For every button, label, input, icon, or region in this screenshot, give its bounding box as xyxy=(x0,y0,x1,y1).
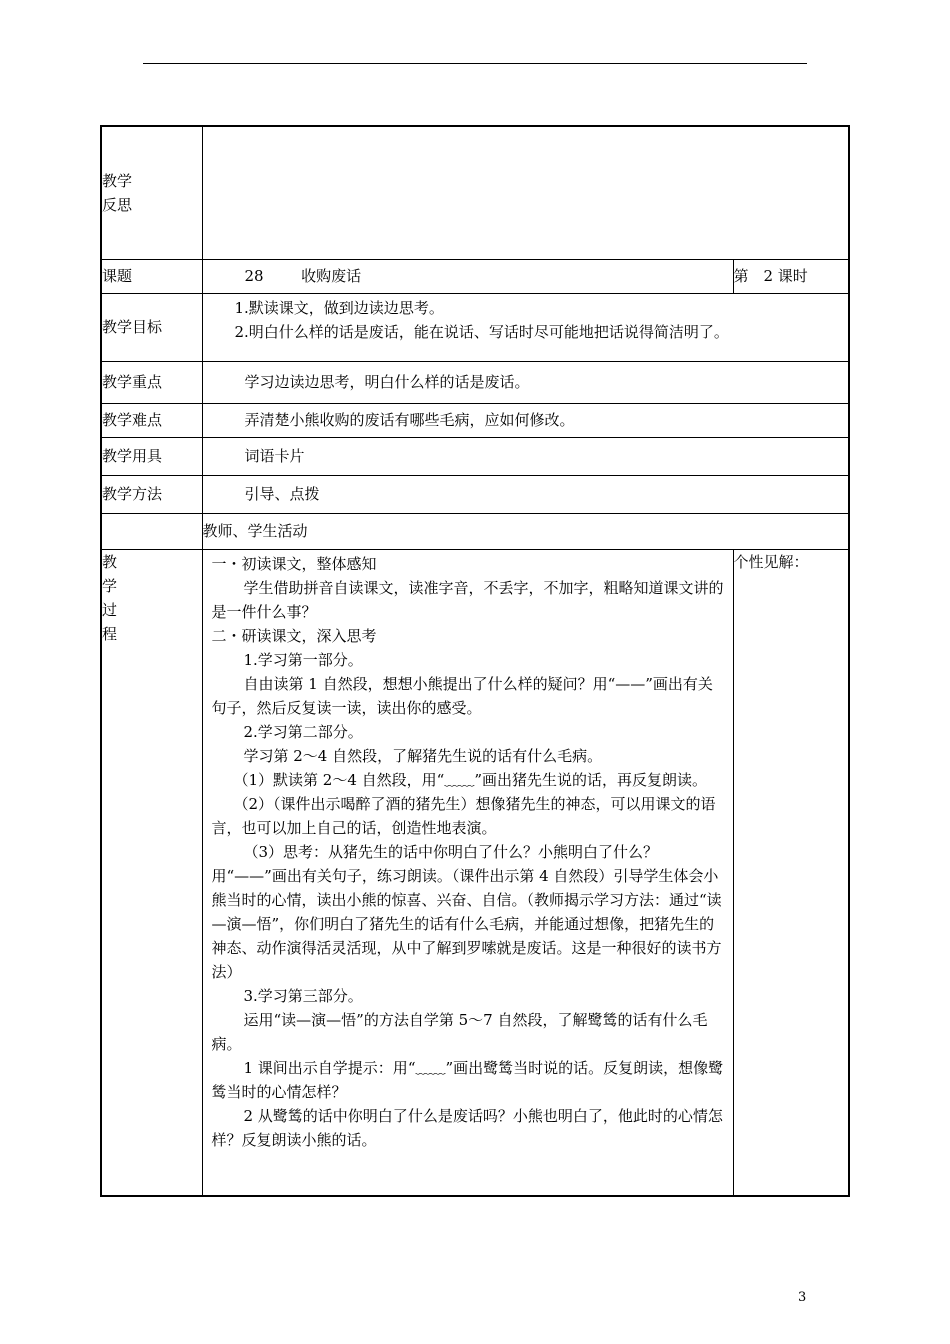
lesson-number: 28 xyxy=(244,267,264,285)
goal-item: 1.默读课文，做到边读边思考。 xyxy=(234,298,444,317)
paragraph: （3）思考：从猪先生的话中你明白了什么？小熊明白了什么？用“——”画出有关句子，练习朗读。（课件出示第 4 自然段）引导学生体会小熊当时的心情，读出小熊的惊喜、兴奋、自信。（教师揭示学习方法：通过“读—演—悟”，你们明白了猪先生的话有什么毛病，并能通过想像，把猪先生的神态、动作演得活灵活现，从中了解到罗嗦就是废话。这是一种很好的读书方法） xyxy=(211,842,722,981)
lesson-title: 收购废话 xyxy=(301,267,362,285)
paragraph: （2）（课件出示喝醉了酒的猪先生）想像猪先生的神态，可以用课文的语言，也可以加上自己的话，创造性地表演。 xyxy=(211,794,716,837)
difficulty-row xyxy=(101,403,849,437)
key-content: 学习边读边思考，明白什么样的话是废话。 xyxy=(202,361,849,403)
activity-header-empty xyxy=(101,513,202,549)
personal-insight-label: 个性见解： xyxy=(733,552,809,571)
paragraph: 1 课间出示自学提示：用“﹏﹏”画出鹭鸶当时说的话。反复朗读，想像鹭鸶当时的心情怎样？ xyxy=(211,1058,724,1101)
lesson-period: 第 2 课时 xyxy=(733,259,849,293)
tools-row xyxy=(101,437,849,475)
tools-content: 词语卡片 xyxy=(202,437,849,475)
activity-header: 教师、学生活动 xyxy=(202,513,849,549)
paragraph: 学生借助拼音自读课文，读准字音，不丢字，不加字，粗略知道课文讲的是一件什么事？ xyxy=(211,578,724,621)
section-heading: 一・初读课文，整体感知 xyxy=(211,554,377,573)
goal-item: 2.明白什么样的话是废话，能在说话、写话时尽可能地把话说得简洁明了。 xyxy=(234,322,729,341)
activity-header-row xyxy=(101,513,849,549)
key-row xyxy=(101,361,849,403)
header-rule xyxy=(143,63,807,64)
goals-content xyxy=(202,293,849,361)
process-content xyxy=(202,549,733,1196)
tools-label: 教学用具 xyxy=(101,437,202,475)
method-row xyxy=(101,475,849,513)
paragraph: 2 从鹭鸶的话中你明白了什么是废话吗？小熊也明白了，他此时的心情怎样？反复朗读小熊的话。 xyxy=(211,1106,723,1149)
paragraph: 学习第 2～4 自然段，了解猪先生说的话有什么毛病。 xyxy=(243,746,603,765)
goals-row xyxy=(101,293,849,361)
difficulty-label: 教学难点 xyxy=(101,403,202,437)
paragraph: 2.学习第二部分。 xyxy=(243,722,363,741)
reflection-label: 教学 反思 xyxy=(101,126,202,259)
page-number: 3 xyxy=(798,1290,807,1305)
section-heading: 二・研读课文，深入思考 xyxy=(211,626,377,645)
reflection-content xyxy=(202,126,849,259)
process-label: 教 学 过 程 xyxy=(101,549,202,1196)
goals-label: 教学目标 xyxy=(101,293,202,361)
process-row xyxy=(101,549,849,1196)
personal-insight-cell xyxy=(733,549,849,1196)
paragraph: 1.学习第一部分。 xyxy=(243,650,363,669)
method-content: 引导、点拨 xyxy=(202,475,849,513)
topic-label: 课题 xyxy=(101,259,202,293)
method-label: 教学方法 xyxy=(101,475,202,513)
paragraph: 运用“读—演—悟”的方法自学第 5～7 自然段，了解鹭鸶的话有什么毛病。 xyxy=(211,1010,708,1053)
lesson-plan-table xyxy=(100,125,850,1197)
difficulty-content: 弄清楚小熊收购的废话有哪些毛病，应如何修改。 xyxy=(202,403,849,437)
reflection-row xyxy=(101,126,849,259)
topic-title-cell xyxy=(202,259,733,293)
paragraph: 自由读第 1 自然段，想想小熊提出了什么样的疑问？用“——”画出有关句子，然后反复读一读，读出你的感受。 xyxy=(211,674,713,717)
paragraph: （1）默读第 2～4 自然段，用“﹏﹏”画出猪先生说的话，再反复朗读。 xyxy=(233,770,708,789)
topic-row xyxy=(101,259,849,293)
key-label: 教学重点 xyxy=(101,361,202,403)
paragraph: 3.学习第三部分。 xyxy=(243,986,363,1005)
